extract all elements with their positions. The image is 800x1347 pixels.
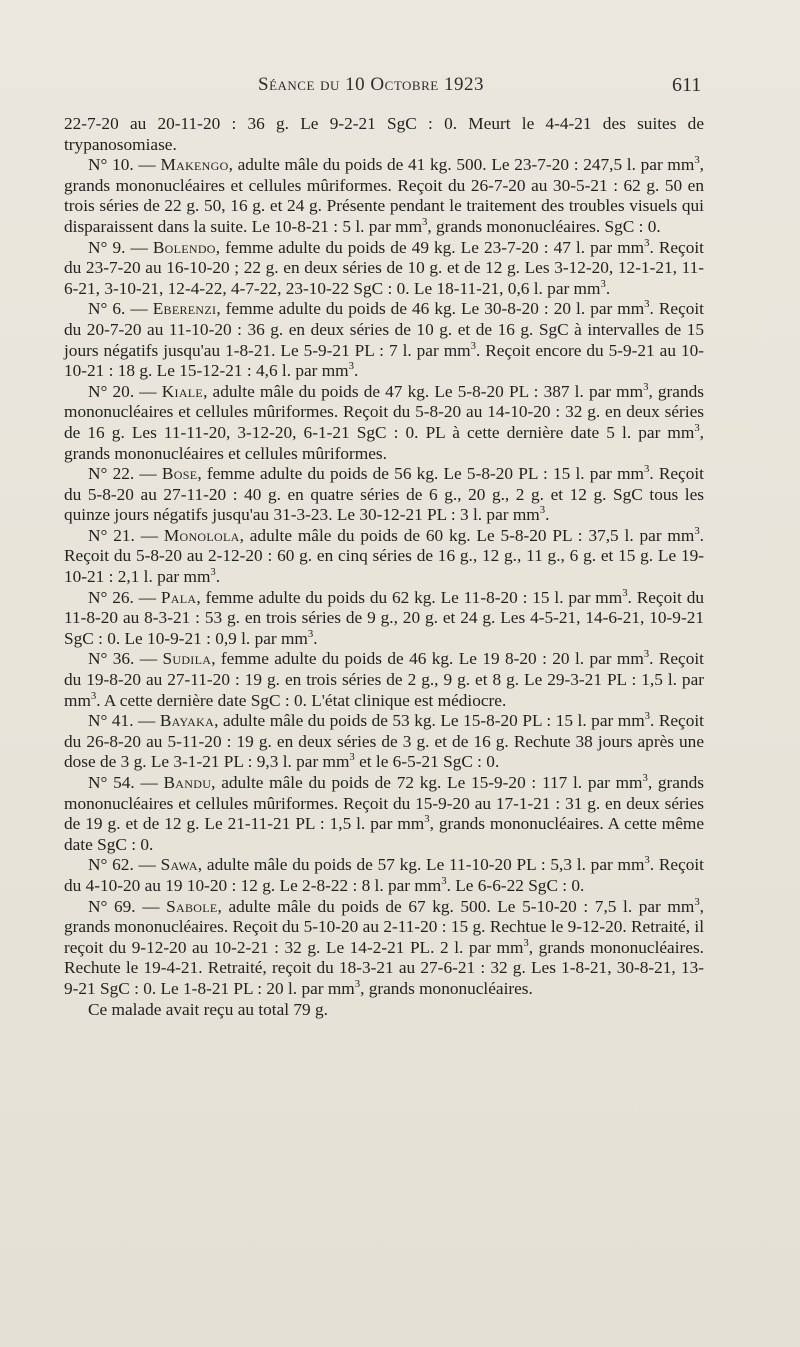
- text-run: , adulte mâle du poids de 57 kg. Le 11-10-20 PL : 5,3 l. par mm: [197, 855, 645, 875]
- text-run: , adulte mâle du poids de 67 kg. 500. Le 5-10-20 : 7,5 l. par mm: [217, 896, 695, 916]
- text-run: , femme adulte du poids de 56 kg. Le 5-8-20 PL : 15 l. par mm: [197, 464, 644, 484]
- superscript: 3: [694, 525, 700, 538]
- body-text: [64, 114, 704, 1020]
- text-run: N° 41. —: [88, 711, 160, 731]
- superscript: 3: [643, 648, 650, 661]
- superscript: 3: [90, 689, 97, 702]
- paragraph: [64, 464, 704, 526]
- text-run: , grands mononucléaires et cellules mûriformes. Reçoit du 15-9-20 au 17-1-21 : 31 g. en deux séries de 19 g. et de 12 g. Le 21-11-21 PL : 1,5 l. par mm: [64, 773, 704, 834]
- text-run: . Reçoit du 5-8-20 au 2-12-20 : 60 g. en cinq séries de 16 g., 12 g., 11 g., 6 g. et 15 g. Le 19-10-21 : 2,1 l. par mm: [64, 525, 704, 587]
- superscript: 3: [643, 463, 650, 476]
- text-run: , grands mononucléaires et cellules mûriformes.: [64, 422, 704, 463]
- patient-name: Monolola: [163, 525, 240, 545]
- patient-name: Eberenzi: [152, 299, 217, 319]
- text-run: , adulte mâle du poids de 60 kg. Le 5-8-20 PL : 37,5 l. par mm: [239, 525, 695, 545]
- running-title: Séance du 10 Octobre 1923: [258, 74, 484, 95]
- text-run: , femme adulte du poids de 46 kg. Le 19 8-20 : 20 l. par mm: [211, 649, 644, 669]
- page-header: [0, 70, 800, 100]
- superscript: 3: [470, 339, 476, 352]
- patient-name: Bayaka: [159, 711, 215, 731]
- text-run: , adulte mâle du poids de 47 kg. Le 5-8-20 PL : 387 l. par mm: [203, 381, 644, 401]
- superscript: 3: [422, 216, 428, 229]
- patient-name: Bose: [161, 464, 198, 484]
- patient-name: Sabole: [166, 896, 218, 916]
- superscript: 3: [210, 566, 216, 579]
- superscript: 3: [694, 154, 700, 167]
- text-run: . Reçoit du 23-7-20 au 16-10-20 ; 22 g. en deux séries de 10 g. et de 12 g. Les 3-12-20, 12-1-21, 11-6-21, 3-10-21, 12-4-22, 4-7-22, 23-10-22 SgC : 0. Le 18-11-21, 0,6 l. par mm: [64, 237, 704, 298]
- superscript: 3: [642, 772, 648, 785]
- text-run: N° 20. —: [88, 381, 162, 401]
- text-run: .: [215, 567, 221, 587]
- text-run: N° 54. —: [88, 773, 164, 792]
- superscript: 3: [539, 504, 546, 517]
- text-run: , grands mononucléaires.: [360, 978, 533, 998]
- superscript: 3: [424, 813, 430, 826]
- patient-name: Sudila: [162, 649, 212, 669]
- text-run: . Reçoit encore du 5-9-21 au 10-10-21 : 18 g. Le 15-12-21 : 4,6 l. par mm: [64, 340, 704, 381]
- text-run: , femme adulte du poids de 49 kg. Le 23-7-20 : 47 l. par mm: [215, 237, 645, 257]
- paragraph: [64, 855, 704, 896]
- text-run: , adulte mâle du poids de 72 kg. Le 15-9-20 : 117 l. par mm: [211, 773, 643, 792]
- paragraph: [64, 299, 704, 381]
- patient-name: Pala: [160, 587, 197, 607]
- text-run: N° 10. —: [88, 155, 161, 175]
- paragraph: [64, 382, 704, 464]
- paragraph: [64, 1000, 704, 1021]
- text-run: , femme adulte du poids de 46 kg. Le 30-8-20 : 20 l. par mm: [216, 299, 645, 319]
- text-run: . Reçoit du 19-8-20 au 27-11-20 : 19 g. en trois séries de 2 g., 9 g. et 8 g. Le 29-3-21 PL : 1,5 l. par mm: [64, 649, 704, 710]
- paragraph: [64, 238, 704, 300]
- patient-name: Bolendo: [152, 237, 216, 257]
- text-run: N° 22. —: [88, 464, 162, 484]
- text-run: , grands mononucléaires et cellules mûriformes. Reçoit du 5-8-20 au 14-10-20 : 32 g. en deux séries de 16 g. Les 11-11-20, 3-12-20, 6-1-21 SgC : 0. PL à cette dernière date 5 l. par mm: [64, 381, 704, 442]
- text-run: .: [313, 628, 318, 648]
- patient-name: Bandu: [163, 773, 212, 792]
- superscript: 3: [694, 422, 700, 435]
- text-run: . Reçoit du 20-7-20 au 11-10-20 : 36 g. en deux séries de 10 g. et de 16 g. SgC à intervalles de 15 jours négatifs jusqu'au 1-8-21. Le 5-9-21 PL : 7 l. par mm: [64, 299, 704, 360]
- superscript: 3: [644, 236, 650, 249]
- paragraph: [64, 711, 704, 773]
- text-run: , femme adulte du poids du 62 kg. Le 11-8-20 : 15 l. par mm: [196, 587, 623, 607]
- text-run: et le 6-5-21 SgC : 0.: [354, 752, 500, 772]
- superscript: 3: [441, 875, 447, 888]
- text-run: . Reçoit du 4-10-20 au 19 10-20 : 12 g. Le 2-8-22 : 8 l. par mm: [64, 855, 704, 895]
- text-run: N° 36. —: [88, 649, 163, 669]
- superscript: 3: [644, 854, 650, 867]
- text-run: N° 69. —: [88, 896, 167, 916]
- superscript: 3: [349, 751, 355, 764]
- text-run: Ce malade avait reçu au total 79 g.: [88, 999, 328, 1019]
- page-number: 611: [672, 74, 702, 96]
- superscript: 3: [643, 380, 649, 393]
- superscript: 3: [523, 936, 529, 949]
- text-run: . Reçoit du 11-8-20 au 8-3-21 : 53 g. en trois séries de 9 g., 20 g. et 24 g. Les 4-5-21, 14-6-21, 10-9-21 SgC : 0. Le 10-9-21 : 0,9 l. par mm: [64, 587, 704, 648]
- text-run: , grands mononucléaires et cellules mûriformes. Reçoit du 26-7-20 au 30-5-21 : 62 g. 50 en trois séries de 22 g. 50, 16 g. et 24 g. Présente pendant le traitement des troubles visuels qui disparaissent dans la suite. Le 10-8-21 : 5 l. par mm: [64, 155, 704, 236]
- text-run: , grands mononucléaires. Rechute le 19-4-21. Retraité, reçoit du 18-3-21 au 27-6-21 : 32 g. Les 1-8-21, 30-8-21, 13-9-21 SgC : 0. Le 1-8-21 PL : 20 l. par mm: [64, 937, 704, 998]
- superscript: 3: [694, 895, 700, 908]
- text-run: , grands mononucléaires. A cette même date SgC : 0.: [64, 814, 705, 854]
- text-run: .: [353, 361, 359, 381]
- paragraph: [64, 649, 704, 711]
- text-run: . A cette dernière date SgC : 0. L'état clinique est médiocre.: [96, 690, 507, 710]
- text-run: N° 9. —: [88, 237, 153, 257]
- text-run: . Le 6-6-22 SgC : 0.: [446, 875, 585, 895]
- text-run: 22-7-20 au 20-11-20 : 36 g. Le 9-2-21 SgC : 0. Meurt le 4-4-21 des suites de trypanosomiase.: [64, 114, 704, 154]
- patient-name: Makengo: [160, 155, 229, 175]
- text-run: N° 62. —: [88, 855, 161, 875]
- text-run: . Reçoit du 5-8-20 au 27-11-20 : 40 g. en quatre séries de 6 g., 20 g., 2 g. et 12 g. SgC tous les quinze jours négatifs jusqu'au 31-3-23. Le 30-12-21 PL : 3 l. par mm: [64, 464, 704, 525]
- paragraph: [64, 114, 704, 155]
- superscript: 3: [622, 586, 628, 599]
- text-run: N° 26. —: [88, 587, 161, 607]
- text-run: N° 21. —: [88, 525, 164, 545]
- superscript: 3: [644, 298, 650, 311]
- text-run: N° 6. —: [88, 299, 153, 319]
- paragraph: [64, 773, 704, 855]
- text-run: .: [545, 505, 550, 525]
- superscript: 3: [600, 277, 606, 290]
- text-run: .: [605, 278, 611, 298]
- text-run: , adulte mâle du poids de 53 kg. Le 15-8-20 PL : 15 l. par mm: [214, 711, 645, 731]
- patient-name: Kiale: [161, 381, 204, 401]
- paragraph: [64, 526, 704, 588]
- superscript: 3: [307, 628, 314, 641]
- patient-name: Sawa: [160, 855, 198, 875]
- superscript: 3: [644, 710, 651, 723]
- text-run: , grands mononucléaires. SgC : 0.: [427, 216, 661, 236]
- paragraph: [64, 897, 704, 1000]
- text-run: . Reçoit du 26-8-20 au 5-11-20 : 19 g. en deux séries de 3 g. et de 16 g. Rechute 38 jours après une dose de 3 g. Le 3-1-21 PL : 9,3 l. par mm: [64, 711, 704, 772]
- text-run: , adulte mâle du poids de 41 kg. 500. Le 23-7-20 : 247,5 l. par mm: [228, 155, 695, 175]
- superscript: 3: [348, 360, 354, 373]
- paragraph: [64, 588, 704, 650]
- superscript: 3: [354, 978, 361, 991]
- text-run: , grands mononucléaires. Reçoit du 5-10-20 au 2-11-20 : 15 g. Rechtue le 9-12-20. Retraité, il reçoit du 9-12-20 au 10-2-21 : 32 g. Le 14-2-21 PL. 2 l. par mm: [64, 896, 704, 957]
- paragraph: [64, 155, 704, 237]
